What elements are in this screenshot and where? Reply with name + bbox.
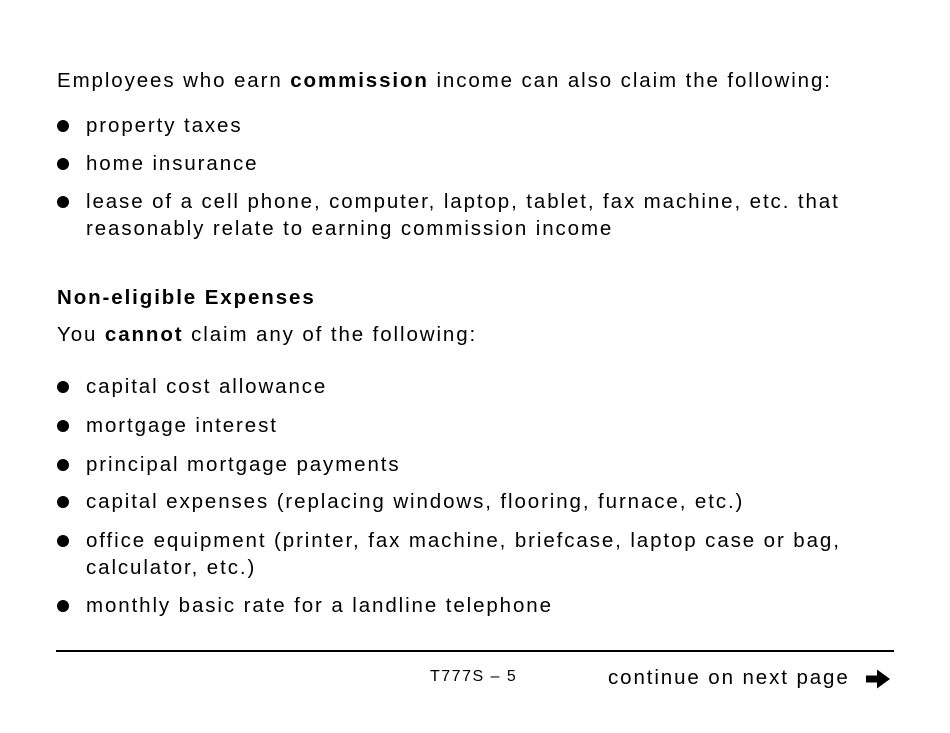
list-item-text: lease of a cell phone, computer, laptop, tablet, fax machine, etc. that <box>86 190 840 213</box>
list-item-text: property taxes <box>86 114 243 137</box>
bullet-icon <box>57 196 69 208</box>
continue-label: continue on next page <box>608 666 850 689</box>
bullet-icon <box>57 381 69 393</box>
footer-divider <box>56 650 894 652</box>
bullet-icon <box>57 158 69 170</box>
list-item-text: home insurance <box>86 152 259 175</box>
list-item-text: capital cost allowance <box>86 375 328 398</box>
section-heading: Non-eligible Expenses <box>57 286 316 309</box>
list-item-text: principal mortgage payments <box>86 453 401 476</box>
bullet-icon <box>57 459 69 471</box>
list-item-text: calculator, etc.) <box>86 556 257 579</box>
intro-bold-text: commission <box>290 69 429 92</box>
intro-text-end: claim any of the following: <box>183 323 478 346</box>
intro-text: Employees who earn <box>57 69 291 92</box>
intro-text-end: income can also claim the following: <box>428 69 832 92</box>
list-item-text: mortgage interest <box>86 414 278 437</box>
bullet-icon <box>57 420 69 432</box>
page-number: T777S – 5 <box>430 668 518 685</box>
bullet-icon <box>57 600 69 612</box>
list-item-text: reasonably relate to earning commission income <box>86 217 614 240</box>
commission-intro <box>57 68 832 94</box>
bullet-icon <box>57 535 69 547</box>
right-arrow-icon <box>864 667 892 691</box>
intro-text: You <box>57 323 105 346</box>
bullet-icon <box>57 496 69 508</box>
non-eligible-intro <box>57 322 477 348</box>
bullet-icon <box>57 120 69 132</box>
list-item-text: capital expenses (replacing windows, flooring, furnace, etc.) <box>86 490 745 513</box>
list-item-text: monthly basic rate for a landline telephone <box>86 594 553 617</box>
list-item-text: office equipment (printer, fax machine, briefcase, laptop case or bag, <box>86 529 841 552</box>
intro-bold-text: cannot <box>104 323 184 346</box>
